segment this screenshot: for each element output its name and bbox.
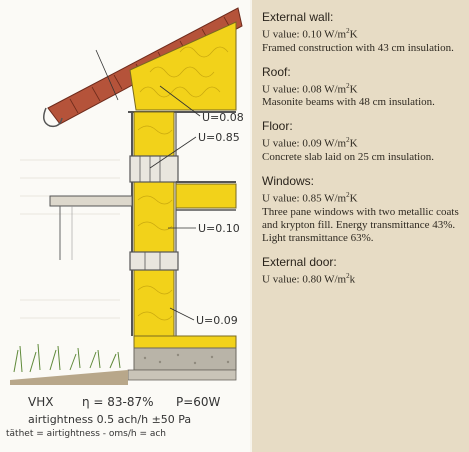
intermediate-floor	[176, 182, 236, 210]
airtightness-label: airtightness 0.5 ach/h ±50 Pa	[28, 413, 192, 426]
spec-windows	[262, 174, 461, 245]
window-lower	[130, 252, 178, 270]
spec-title: External wall:	[262, 10, 334, 24]
external-wall	[132, 112, 176, 336]
vhx-power: P=60W	[176, 395, 221, 409]
spec-description: Framed construction with 43 cm insulation.	[262, 41, 454, 54]
spec-u-value: U value: 0.10 $W/m^2K$	[262, 27, 358, 41]
spec-external-wall	[262, 10, 461, 55]
specs-panel	[252, 0, 469, 452]
spec-u-value: U value: 0.09 $W/m^2K$	[262, 136, 358, 150]
spec-external-door	[262, 255, 461, 287]
vhx-efficiency: η = 83-87%	[82, 395, 154, 409]
window-upper	[130, 156, 178, 182]
spec-title: External door:	[262, 254, 337, 269]
foundation	[128, 336, 236, 380]
spec-title: Windows:	[262, 173, 315, 188]
spec-title: Floor:	[262, 119, 293, 134]
spec-u-value: U value: 0.85 $W/m^2K$	[262, 190, 358, 205]
spec-description: Concrete slab laid on 25 cm insulation.	[262, 150, 434, 163]
u-label-window: U=0.85	[198, 131, 240, 144]
spec-roof	[262, 65, 461, 110]
u-label-wall: U=0.10	[198, 222, 240, 235]
spec-u-value: U value: 0.08 $W/m^2K$	[262, 81, 358, 96]
u-label-roof: U=0.08	[202, 111, 244, 124]
vhx-label: VHX	[28, 395, 54, 409]
diagram-caption: täthet = airtightness - oms/h = ach	[6, 429, 167, 439]
u-label-floor: U=0.09	[196, 314, 238, 327]
spec-description: Three pane windows with two metallic coats and krypton fill. Energy transmittance 43%. Light transmittance 63%.	[262, 205, 459, 244]
spec-floor	[262, 119, 461, 164]
spec-title: Roof:	[262, 64, 291, 79]
spec-u-value: U value: 0.80 $W/m^2k$	[262, 271, 356, 286]
spec-description: Masonite beams with 48 cm insulation.	[262, 96, 435, 109]
